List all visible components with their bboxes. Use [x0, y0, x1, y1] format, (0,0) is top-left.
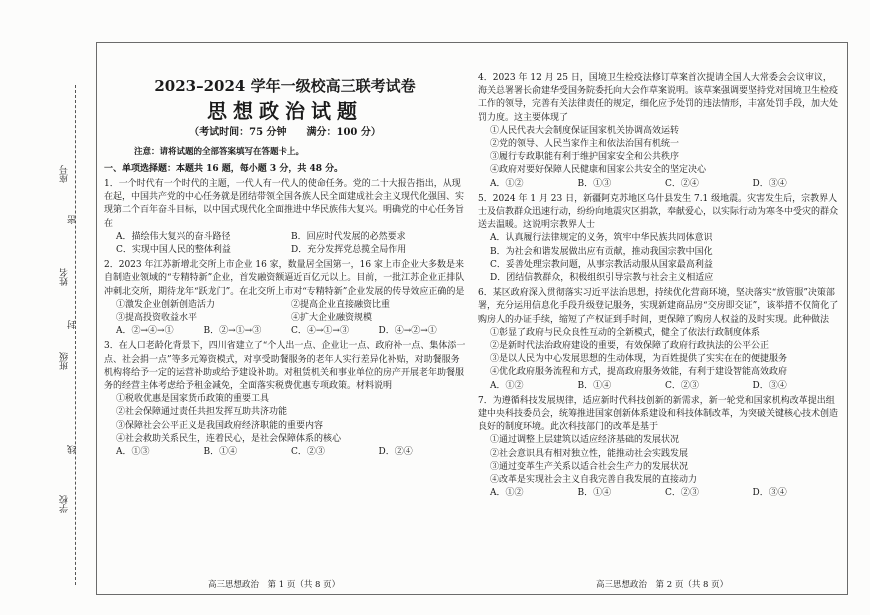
answer-option: C．②④ — [665, 178, 699, 189]
answer-option: A．②→④→① — [116, 326, 174, 337]
answer-option: A．①③ — [116, 447, 150, 458]
seal-mark-mi: 密 — [68, 215, 78, 224]
question-stem: 7．为遵循科技发展规律，适应新时代科技创新的新需求，新一轮党和国家机构改革提出组建中央科技委员会，统筹推进国家创新体系建设和科技体制改革，为突破关键核心技术创造良好的制度环境。此次科技部门的改革是基于 — [478, 395, 839, 433]
answer-option: C．②③ — [665, 488, 699, 499]
answer-option: A．①② — [490, 380, 524, 391]
statement-item: ④改革是实现社会主义自我完善自我发展的直接动力 — [490, 475, 698, 486]
answer-option: B．①③ — [577, 178, 612, 189]
statement-item: ②是新时代法治政府建设的重要，有效保障了政府行政执法的公平公正 — [490, 341, 770, 352]
statement-item: ①人民代表大会制度保证国家机关协调高效运转 — [490, 125, 680, 136]
answer-option: C．②③ — [665, 380, 699, 391]
footer-page-2: 高三思想政治 第 2 页（共 8 页） — [596, 580, 729, 590]
statement-item: ①税收优惠是国家货币政策的重要工具 — [116, 394, 270, 405]
question-stem: 4．2023 年 12 月 25 日，国境卫生检疫法修订草案首次提请全国人大常委会会议审议，海关总署署长俞建华受国务院委托向大会作草案说明。该草案强调要坚持党对国境卫生检疫工作的领导，完善有关法律责任的规定，细化应予处罚的违法情形，丰富处罚手段，加大处罚力度。这主要体现了 — [478, 73, 839, 123]
school-label: 学校 — [60, 495, 70, 513]
right-column — [478, 72, 840, 503]
answer-option: B．②→①→③ — [203, 326, 262, 337]
class-label: 班级 — [60, 352, 70, 370]
statement-item: A．认真履行法律规定的义务，筑牢中华民族共同体意识 — [490, 233, 713, 244]
statement-item: B．为社会和谐发展做出应有贡献，推动我国宗教中国化 — [490, 246, 713, 257]
question-stem: 5．2024 年 1 月 23 日，新疆阿克苏地区乌什县发生 7.1 级地震。灾害发生后，宗教界人士及信教群众迅速行动，纷纷向地震灾区捐款，奉献爱心，以实际行动为寒冬中受灾的群众送去温暖。这说明宗教界人士 — [478, 193, 839, 231]
seal-line — [75, 85, 76, 585]
subject-title: 思想政治试题 — [207, 99, 363, 124]
seat-number-label: 座号 — [60, 165, 70, 183]
left-question-list — [104, 178, 466, 459]
question-stem: 3．在人口老龄化背景下，四川省建立了“个人出一点、企业让一点、政府补一点、集体添一点、社会捐一点”等多元筹资模式，对享受助餐服务的老年人实行差异化补贴，对助餐服务机构将给予一定的运营补助或给予建设补助。对租赁机关和事业单位的房产开展老年助餐服务的经营主体考虑给予租金减免，全面落实税费优惠专项政策。材料说明 — [104, 341, 466, 392]
section-heading: 一、单项选择题：本题共 16 题，每小题 3 分，共 48 分。 — [104, 163, 344, 174]
answer-option: D．③④ — [752, 178, 787, 189]
statement-item: ①激发企业创新创造活力 — [116, 299, 216, 310]
question — [478, 72, 840, 191]
seal-mark-xian: 线 — [68, 445, 78, 454]
answer-option: D．④→②→① — [378, 326, 437, 337]
statement-item: ③履行专政职能有利于维护国家安全和公共秩序 — [490, 152, 680, 163]
statement-item: ③通过变革生产关系以适合社会生产力的发展状况 — [490, 461, 689, 472]
answer-option: A．描绘伟大复兴的奋斗路径 — [116, 231, 231, 242]
answer-option: C．②③ — [291, 447, 325, 458]
answer-option: B．回应时代发展的必然要求 — [291, 231, 406, 242]
notice: 注意：请将试题的全部答案填写在答题卡上。 — [134, 146, 305, 157]
question-stem: 2．2023 年江苏新增北交所上市企业 16 家，数量居全国第一，16 家上市企业大多数是来自制造业领域的“专精特新”企业，首发融资额逼近百亿元以上。目前，一批江苏企业正排队冲刺北交所，期待龙年“跃龙门”。在北交所上市对“专精特新”企业发展的传导效应正确的是 — [104, 260, 465, 297]
answer-option: C．④→①→③ — [291, 326, 349, 337]
statement-item: ②党的领导、人民当家作主和依法治国有机统一 — [490, 139, 680, 150]
statement-item: ④优化政府服务流程和方式，提高政府服务效能，有利于建设智能高效政府 — [490, 367, 788, 378]
answer-option: B．①④ — [577, 488, 612, 499]
exam-title: 2023–2024 学年一级校高三联考试卷 — [154, 77, 416, 95]
answer-option: D．充分发挥党总揽全局作用 — [291, 245, 407, 256]
statement-item: ④政府对要好保障人民健康和国家公共安全的坚定决心 — [490, 165, 707, 176]
statement-item: ①通过调整上层建筑以适应经济基础的发展状况 — [490, 435, 680, 446]
answer-option: C．实现中国人民的整体利益 — [116, 245, 231, 256]
statement-item: ③提高投资收益水平 — [116, 313, 198, 324]
exam-info: （考试时间：75 分钟 满分：100 分） — [189, 127, 381, 139]
answer-option: B．①④ — [577, 380, 612, 391]
left-column — [104, 70, 466, 461]
question — [478, 395, 840, 501]
seal-mark-feng: 封 — [68, 320, 78, 329]
question-stem: 1．一个时代有一个时代的主题，一代人有一代人的使命任务。党的二十大报告指出，从现在起，中国共产党的中心任务就是团结带领全国各族人民全面建成社会主义现代化强国、实现第二个百年奋斗目标，以中国式现代化全面推进中华民族伟大复兴。明确党的中心任务旨在 — [104, 179, 465, 229]
statement-item: ①彰显了政府与民众良性互动的全新模式，健全了依法行政制度体系 — [490, 327, 761, 338]
statement-item: ②社会保障通过责任共担发挥互助共济功能 — [116, 407, 288, 418]
question — [478, 287, 840, 393]
question — [478, 193, 840, 285]
question-stem: 6．某区政府深入贯彻落实习近平法治思想，持续优化营商环境，坚决落实“放管服”决策部署，充分运用信息化手段升级登记服务，实现新建商品房“交房即交证”，该举措不仅简化了购房人的办证手续，缩短了产权证到手时间，更保障了购房人权益的及时实现。此种做法 — [478, 288, 839, 325]
answer-option: A．①② — [490, 488, 524, 499]
footer-page-1: 高三思想政治 第 1 页（共 8 页） — [208, 580, 341, 590]
question — [104, 259, 466, 338]
statement-item: C．妥善处理宗教问题，从事宗教活动服从国家最高利益 — [490, 259, 713, 270]
answer-option: D．③④ — [752, 380, 787, 391]
statement-item: D．团结信教群众，积极组织引导宗教与社会主义相适应 — [490, 273, 714, 284]
statement-item: ②提高企业直接融资比重 — [291, 299, 391, 310]
statement-item: ④社会救助关系民生，连着民心，是社会保障体系的核心 — [116, 433, 342, 444]
name-label: 姓名 — [60, 268, 70, 286]
question — [104, 178, 466, 257]
statement-item: ③是以人民为中心发展思想的生动体现，为百姓提供了实实在在的便捷服务 — [490, 354, 788, 365]
statement-item: ④扩大企业融资规模 — [291, 313, 373, 324]
right-question-list — [478, 72, 840, 501]
answer-option: D．②④ — [378, 447, 413, 458]
answer-option: D．③④ — [752, 488, 787, 499]
answer-option: B．①④ — [203, 447, 238, 458]
question — [104, 340, 466, 459]
statement-item: ③保障社会公平正义是我国政府经济职能的重要内容 — [116, 420, 324, 431]
binding-margin — [0, 0, 96, 615]
statement-item: ②社会意识具有相对独立性，能推动社会实践发展 — [490, 448, 689, 459]
answer-option: A．①② — [490, 178, 524, 189]
